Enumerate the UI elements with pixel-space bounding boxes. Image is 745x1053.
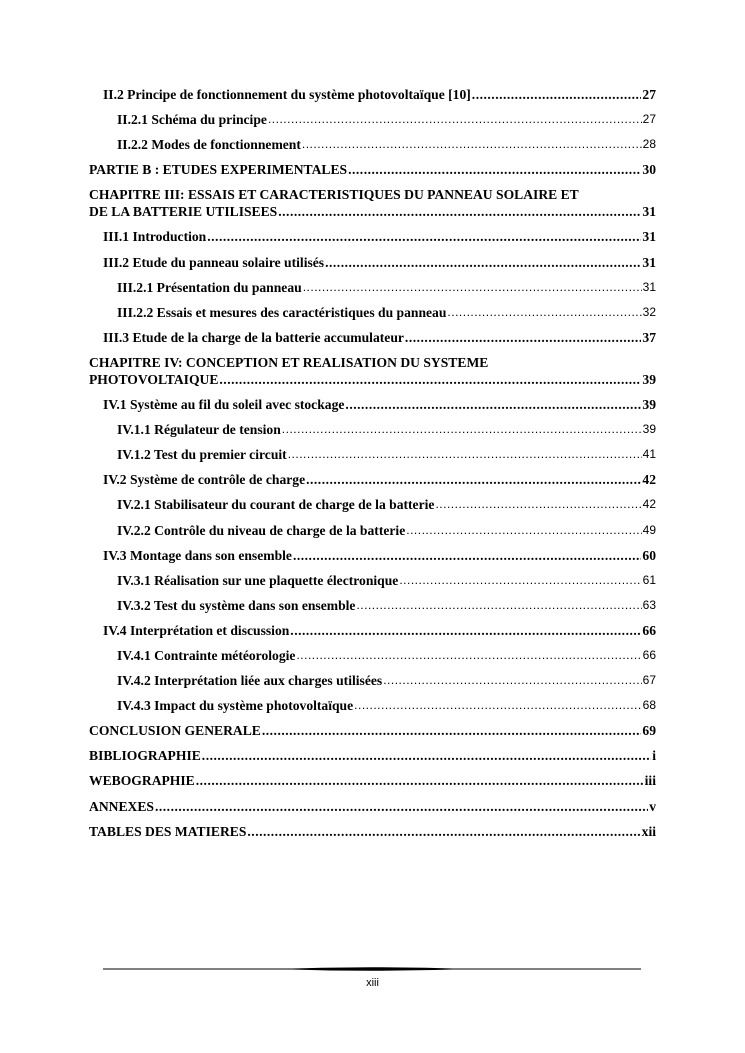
toc-entry[interactable] xyxy=(89,254,656,271)
toc-entry[interactable] xyxy=(89,136,656,153)
toc-entry-page-number: 28 xyxy=(642,137,656,152)
toc-entry-title: II.2.2 Modes de fonctionnement xyxy=(117,137,301,153)
toc-entry[interactable] xyxy=(89,547,656,564)
toc-entry-page-number: 39 xyxy=(642,371,656,387)
dot-leader xyxy=(325,254,641,271)
dot-leader xyxy=(296,647,641,664)
toc-entry-page-number: 69 xyxy=(642,723,656,739)
toc-entry-page-number: 61 xyxy=(642,572,656,587)
toc-entry-title: IV.4.3 Impact du système photovoltaïque xyxy=(117,698,354,714)
toc-entry-page-number: i xyxy=(652,748,656,764)
dot-leader xyxy=(399,572,641,589)
dot-leader xyxy=(207,228,641,245)
dot-leader xyxy=(196,772,644,789)
dot-leader xyxy=(345,396,641,413)
toc-entry-title: IV.2 Système de contrôle de charge xyxy=(103,472,306,488)
toc-entry[interactable] xyxy=(89,421,656,438)
toc-entry[interactable] xyxy=(89,111,656,128)
toc-entry[interactable] xyxy=(89,697,656,714)
toc-entry-title: III.3 Etude de la charge de la batterie accumulateur xyxy=(103,329,404,345)
toc-entry-page-number: v xyxy=(649,798,656,814)
toc-entry-title: IV.4.2 Interprétation liée aux charges utilisées xyxy=(117,673,383,689)
toc-entry[interactable] xyxy=(89,722,656,739)
toc-entry-page-number: 27 xyxy=(642,87,656,102)
toc-entry-title: PHOTOVOLTAIQUE xyxy=(89,371,219,387)
toc-entry-title: II.2 Principe de fonctionnement du système photovoltaïque [10] xyxy=(103,87,471,102)
toc-entry[interactable] xyxy=(89,747,656,764)
dot-leader xyxy=(202,747,651,764)
toc-entry-page-number: 37 xyxy=(642,329,656,345)
toc-entry[interactable] xyxy=(89,279,656,296)
toc-entry[interactable] xyxy=(89,496,656,513)
toc-entry-title: III.2 Etude du panneau solaire utilisés xyxy=(103,254,325,270)
toc-entry-title: II.2.1 Schéma du principe xyxy=(117,112,267,128)
dot-leader xyxy=(293,547,641,564)
toc-entry[interactable] xyxy=(89,86,656,103)
toc-entry-page-number: 49 xyxy=(642,522,656,537)
toc-entry-page-number: 42 xyxy=(642,472,656,488)
toc-entry[interactable] xyxy=(89,672,656,689)
toc-entry[interactable] xyxy=(89,471,656,488)
toc-entry-title: III.1 Introduction xyxy=(103,229,207,245)
toc-entry-page-number: 31 xyxy=(642,279,656,294)
toc-entry-title: WEBOGRAPHIE xyxy=(89,773,195,789)
dot-leader xyxy=(405,329,641,346)
toc-entry-page-number: 63 xyxy=(642,597,656,612)
toc-entry-page-number: 39 xyxy=(642,397,656,413)
toc-entry-page-number: xii xyxy=(641,823,656,839)
toc-entry[interactable] xyxy=(89,329,656,346)
toc-entry[interactable] xyxy=(89,572,656,589)
dot-leader xyxy=(278,203,641,220)
page-number: xiii xyxy=(366,977,379,989)
table-of-contents xyxy=(89,86,656,848)
toc-entry[interactable] xyxy=(89,396,656,413)
toc-entry-title: CONCLUSION GENERALE xyxy=(89,723,261,739)
toc-entry-title: IV.1.2 Test du premier circuit xyxy=(117,447,287,463)
dot-leader xyxy=(288,446,642,463)
dot-leader xyxy=(356,597,641,614)
toc-entry[interactable] xyxy=(89,798,656,815)
toc-entry[interactable] xyxy=(89,446,656,463)
dot-leader xyxy=(302,136,642,153)
toc-entry-title: IV.1.1 Régulateur de tension xyxy=(117,422,281,438)
toc-entry[interactable] xyxy=(89,522,656,539)
dot-leader xyxy=(447,304,641,321)
dot-leader xyxy=(303,279,642,296)
dot-leader xyxy=(383,672,641,689)
toc-entry-title-line1: CHAPITRE IV: CONCEPTION ET REALISATION DU SYSTEME xyxy=(89,354,489,370)
toc-entry[interactable] xyxy=(89,823,656,840)
toc-entry-title: III.2.1 Présentation du panneau xyxy=(117,279,302,295)
toc-entry-page-number: 31 xyxy=(642,229,656,245)
toc-entry-page-number: 68 xyxy=(642,698,656,713)
toc-entry[interactable] xyxy=(89,647,656,664)
dot-leader xyxy=(354,697,641,714)
toc-entry[interactable] xyxy=(89,354,656,388)
toc-entry-title: IV.2.1 Stabilisateur du courant de charge de la batterie xyxy=(117,497,435,513)
toc-entry-page-number: 31 xyxy=(642,254,656,270)
toc-entry[interactable] xyxy=(89,304,656,321)
toc-entry-title: IV.3 Montage dans son ensemble xyxy=(103,547,292,563)
dot-leader xyxy=(247,823,640,840)
toc-entry-title: DE LA BATTERIE UTILISEES xyxy=(89,204,278,220)
dot-leader xyxy=(435,496,641,513)
toc-entry-page-number: 31 xyxy=(642,204,656,220)
dot-leader xyxy=(472,86,642,103)
toc-entry-page-number: 67 xyxy=(642,673,656,688)
toc-entry[interactable] xyxy=(89,597,656,614)
toc-entry-page-number: 39 xyxy=(642,422,656,437)
dot-leader xyxy=(282,421,642,438)
toc-entry[interactable] xyxy=(89,772,656,789)
dot-leader xyxy=(262,722,642,739)
dot-leader xyxy=(348,161,641,178)
toc-entry-title: IV.3.1 Réalisation sur une plaquette électronique xyxy=(117,572,399,588)
toc-entry-page-number: 30 xyxy=(642,162,656,178)
toc-entry-title: BIBLIOGRAPHIE xyxy=(89,748,201,764)
dot-leader xyxy=(306,471,641,488)
toc-entry-title: ANNEXES xyxy=(89,798,154,814)
toc-entry-title: IV.4.1 Contrainte météorologie xyxy=(117,647,296,663)
toc-entry[interactable] xyxy=(89,622,656,639)
dot-leader xyxy=(219,371,641,388)
toc-entry-title: TABLES DES MATIERES xyxy=(89,823,247,839)
dot-leader xyxy=(268,111,642,128)
toc-entry-page-number: 66 xyxy=(642,622,656,638)
toc-entry-page-number: iii xyxy=(644,773,656,789)
toc-entry-title: IV.3.2 Test du système dans son ensemble xyxy=(117,597,356,613)
toc-entry-page-number: 27 xyxy=(642,112,656,127)
toc-entry-page-number: 41 xyxy=(642,447,656,462)
toc-entry-page-number: 66 xyxy=(642,647,656,662)
dot-leader xyxy=(290,622,641,639)
toc-entry-title: IV.1 Système au fil du soleil avec stockage xyxy=(103,397,345,413)
toc-entry-title: IV.2.2 Contrôle du niveau de charge de la batterie xyxy=(117,522,406,538)
toc-entry-page-number: 32 xyxy=(642,304,656,319)
footer-divider xyxy=(103,966,641,972)
toc-entry[interactable] xyxy=(89,228,656,245)
toc-entry[interactable] xyxy=(89,161,656,178)
toc-entry-page-number: 60 xyxy=(642,547,656,563)
toc-entry-title-line1: CHAPITRE III: ESSAIS ET CARACTERISTIQUES DU PANNEAU SOLAIRE ET xyxy=(89,187,579,203)
dot-leader xyxy=(155,798,648,815)
toc-entry-page-number: 42 xyxy=(642,497,656,512)
toc-entry-title: PARTIE B : ETUDES EXPERIMENTALES xyxy=(89,162,348,178)
dot-leader xyxy=(406,522,641,539)
toc-entry-title: IV.4 Interprétation et discussion xyxy=(103,622,290,638)
toc-entry[interactable] xyxy=(89,186,656,220)
toc-entry-title: III.2.2 Essais et mesures des caractéristiques du panneau xyxy=(117,304,447,320)
